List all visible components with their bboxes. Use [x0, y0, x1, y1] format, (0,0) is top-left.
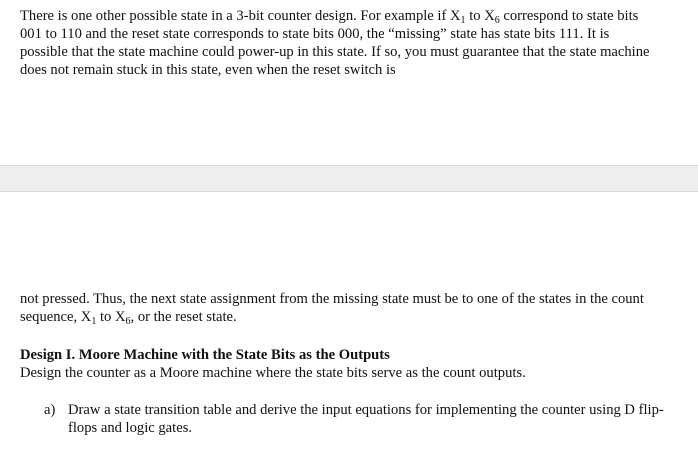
text-run: There is one other possible state in a 3-bit counter design. For example if X [20, 8, 461, 24]
list-marker: a) [44, 402, 56, 418]
section-body: Design the counter as a Moore machine where the state bits serve as the count outputs. [20, 365, 526, 381]
subscript: 1 [91, 316, 97, 327]
text-run: not pressed. Thus, the next state assignment from the missing state must be to one of the states in the count sequence, X [20, 291, 644, 325]
continuation-paragraph [20, 290, 660, 326]
list-item [44, 401, 664, 437]
document-page-top [0, 0, 698, 165]
intro-paragraph [20, 7, 660, 79]
text-run: correspond to state bits 001 to 110 and the reset state corresponds to state bits 000, the “missing” state has state bits 111. It is possible that the state machine could power-up in this state. If so, you must guarantee that the state machine does not remain stuck in this state, even when the reset switch is [20, 8, 650, 78]
subscript: 1 [460, 15, 466, 26]
text-run: , or the reset state. [130, 309, 237, 325]
section-heading: Design I. Moore Machine with the State Bits as the Outputs [20, 347, 390, 363]
subscript: 6 [125, 316, 131, 327]
list-item-text: Draw a state transition table and derive the input equations for implementing the counter using D flip-flops and logic gates. [68, 402, 664, 436]
text-run: to X [465, 8, 495, 24]
page-break-gap [0, 165, 698, 192]
subscript: 6 [494, 15, 500, 26]
text-run: to X [96, 309, 126, 325]
